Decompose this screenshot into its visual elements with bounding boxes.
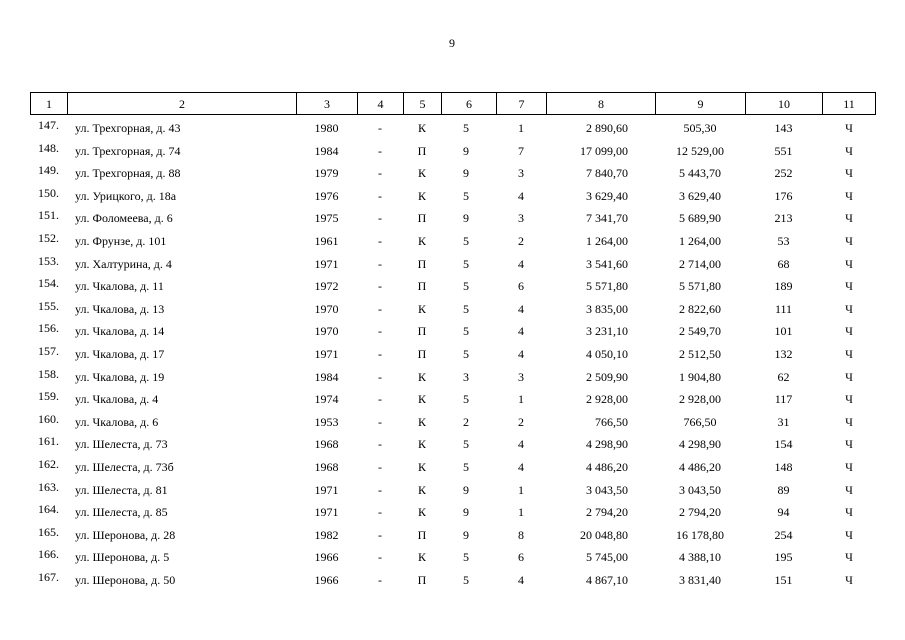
year-cell: 1953 bbox=[314, 414, 339, 429]
table-row bbox=[0, 253, 905, 276]
col-8-cell: 5 571,80 bbox=[586, 279, 628, 294]
year-cell: 1970 bbox=[314, 301, 339, 316]
col-9-cell: 3 629,40 bbox=[679, 188, 721, 203]
col-6-cell: 5 bbox=[463, 188, 469, 203]
col-9-cell: 2 549,70 bbox=[679, 324, 721, 339]
col-4-cell: - bbox=[378, 347, 382, 361]
col-10-cell: 53 bbox=[777, 234, 790, 248]
col-7-cell: 4 bbox=[518, 301, 524, 316]
col-4-cell: - bbox=[378, 166, 382, 181]
col-5-cell: К bbox=[417, 301, 426, 316]
header-cell-6: 6 bbox=[441, 92, 496, 115]
col-9-cell: 4 388,10 bbox=[679, 550, 721, 565]
year-cell: 1972 bbox=[314, 279, 339, 294]
col-6-cell: 5 bbox=[463, 301, 469, 316]
address-cell: ул. Шеронова, д. 5 bbox=[75, 550, 170, 565]
table-row bbox=[0, 388, 905, 411]
table-row bbox=[0, 546, 905, 569]
col-8-cell: 2 794,20 bbox=[586, 505, 628, 520]
year-cell: 1961 bbox=[314, 234, 339, 248]
col-10-cell: 195 bbox=[774, 550, 793, 565]
year-cell: 1971 bbox=[314, 505, 339, 520]
year-cell: 1966 bbox=[314, 573, 339, 587]
header-cell-11: 11 bbox=[822, 92, 876, 115]
row-number: 162. bbox=[38, 457, 59, 471]
col-8-cell: 2 928,00 bbox=[586, 392, 628, 407]
address-cell: ул. Шелеста, д. 85 bbox=[75, 505, 168, 520]
col-8-cell: 3 629,40 bbox=[586, 188, 628, 203]
col-4-cell: - bbox=[378, 392, 382, 407]
col-11-cell: Ч bbox=[845, 550, 853, 565]
col-7-cell: 1 bbox=[518, 121, 524, 135]
col-6-cell: 5 bbox=[463, 279, 469, 294]
header-cell-5: 5 bbox=[403, 92, 441, 115]
col-9-cell: 766,50 bbox=[683, 414, 717, 429]
address-cell: ул. Шеронова, д. 28 bbox=[75, 527, 176, 542]
row-number: 149. bbox=[38, 163, 59, 178]
col-4-cell: - bbox=[378, 369, 382, 384]
header-cell-10: 10 bbox=[745, 92, 822, 115]
col-5-cell: П bbox=[417, 324, 427, 339]
year-cell: 1971 bbox=[314, 482, 339, 497]
col-6-cell: 5 bbox=[463, 234, 469, 248]
col-5-cell: К bbox=[417, 369, 426, 384]
col-6-cell: 5 bbox=[463, 347, 469, 361]
col-8-cell: 4 486,20 bbox=[586, 460, 628, 474]
col-11-cell: Ч bbox=[845, 324, 853, 339]
address-cell: ул. Шелеста, д. 81 bbox=[75, 482, 168, 497]
col-5-cell: К bbox=[417, 505, 426, 520]
col-7-cell: 8 bbox=[518, 527, 524, 542]
col-10-cell: 117 bbox=[774, 392, 793, 407]
row-number: 166. bbox=[38, 547, 59, 562]
address-cell: ул. Фоломеева, д. 6 bbox=[75, 211, 173, 226]
col-11-cell: Ч bbox=[845, 392, 853, 407]
year-cell: 1974 bbox=[314, 392, 339, 407]
col-7-cell: 1 bbox=[518, 482, 524, 497]
col-8-cell: 766,50 bbox=[595, 414, 628, 429]
col-4-cell: - bbox=[378, 505, 382, 520]
col-4-cell: - bbox=[378, 121, 382, 135]
row-number: 153. bbox=[38, 253, 59, 268]
col-7-cell: 6 bbox=[518, 550, 524, 565]
col-6-cell: 5 bbox=[463, 437, 469, 452]
col-7-cell: 4 bbox=[518, 324, 524, 339]
row-number: 159. bbox=[38, 389, 59, 404]
col-4-cell: - bbox=[378, 437, 382, 452]
address-cell: ул. Трехгорная, д. 88 bbox=[75, 166, 181, 181]
col-9-cell: 2 928,00 bbox=[679, 392, 721, 407]
col-8-cell: 2 509,90 bbox=[586, 369, 628, 384]
col-7-cell: 4 bbox=[518, 188, 524, 203]
row-number: 167. bbox=[38, 570, 59, 584]
year-cell: 1982 bbox=[314, 527, 339, 542]
col-8-cell: 7 341,70 bbox=[586, 211, 628, 226]
header-cell-1: 1 bbox=[30, 92, 67, 115]
year-cell: 1984 bbox=[314, 143, 339, 158]
col-6-cell: 5 bbox=[463, 550, 469, 565]
col-8-cell: 5 745,00 bbox=[586, 550, 628, 565]
row-number: 151. bbox=[38, 208, 59, 223]
col-7-cell: 6 bbox=[518, 279, 524, 294]
col-4-cell: - bbox=[378, 234, 382, 248]
col-5-cell: К bbox=[417, 550, 426, 565]
col-8-cell: 1 264,00 bbox=[586, 234, 628, 248]
col-6-cell: 2 bbox=[463, 414, 469, 429]
col-6-cell: 5 bbox=[463, 121, 469, 135]
header-cell-8: 8 bbox=[546, 92, 655, 115]
col-9-cell: 5 571,80 bbox=[679, 279, 721, 294]
col-4-cell: - bbox=[378, 211, 382, 226]
row-number: 158. bbox=[38, 366, 59, 381]
address-cell: ул. Шеронова, д. 50 bbox=[75, 573, 176, 587]
col-5-cell: П bbox=[417, 573, 427, 587]
col-6-cell: 9 bbox=[463, 211, 469, 226]
address-cell: ул. Трехгорная, д. 43 bbox=[75, 121, 181, 135]
col-10-cell: 143 bbox=[774, 121, 793, 135]
address-cell: ул. Чкалова, д. 17 bbox=[75, 347, 165, 361]
col-11-cell: Ч bbox=[845, 437, 853, 452]
col-11-cell: Ч bbox=[845, 527, 853, 542]
table-row bbox=[0, 207, 905, 230]
page-number: 9 bbox=[449, 36, 455, 50]
col-4-cell: - bbox=[378, 414, 382, 429]
col-5-cell: К bbox=[417, 166, 426, 181]
address-cell: ул. Чкалова, д. 4 bbox=[75, 392, 159, 407]
col-8-cell: 3 541,60 bbox=[586, 256, 628, 271]
col-5-cell: П bbox=[417, 347, 427, 361]
col-10-cell: 132 bbox=[774, 347, 793, 361]
col-5-cell: П bbox=[417, 527, 427, 542]
col-10-cell: 89 bbox=[777, 482, 790, 497]
col-10-cell: 213 bbox=[774, 211, 793, 226]
header-cell-7: 7 bbox=[496, 92, 546, 115]
col-11-cell: Ч bbox=[845, 121, 853, 135]
col-8-cell: 3 835,00 bbox=[586, 301, 628, 316]
row-number: 154. bbox=[38, 276, 59, 291]
col-11-cell: Ч bbox=[845, 505, 853, 520]
col-8-cell: 7 840,70 bbox=[586, 166, 628, 181]
col-4-cell: - bbox=[378, 143, 382, 158]
col-4-cell: - bbox=[378, 256, 382, 271]
table-row bbox=[0, 411, 905, 434]
row-number: 161. bbox=[38, 434, 59, 449]
col-6-cell: 5 bbox=[463, 324, 469, 339]
col-4-cell: - bbox=[378, 188, 382, 203]
col-10-cell: 94 bbox=[777, 505, 790, 520]
col-5-cell: К bbox=[417, 460, 426, 474]
col-7-cell: 1 bbox=[518, 392, 524, 407]
col-9-cell: 5 443,70 bbox=[679, 166, 721, 181]
col-11-cell: Ч bbox=[845, 301, 853, 316]
col-9-cell: 2 714,00 bbox=[679, 256, 721, 271]
row-number: 165. bbox=[38, 524, 59, 539]
col-5-cell: К bbox=[417, 392, 426, 407]
address-cell: ул. Чкалова, д. 14 bbox=[75, 324, 165, 339]
col-7-cell: 3 bbox=[518, 211, 524, 226]
year-cell: 1980 bbox=[314, 121, 339, 135]
col-8-cell: 2 890,60 bbox=[586, 121, 628, 135]
col-5-cell: П bbox=[417, 256, 427, 271]
col-11-cell: Ч bbox=[845, 211, 853, 226]
col-11-cell: Ч bbox=[845, 369, 853, 384]
year-cell: 1971 bbox=[314, 256, 339, 271]
col-9-cell: 1 264,00 bbox=[679, 234, 721, 248]
col-6-cell: 9 bbox=[463, 527, 469, 542]
col-10-cell: 62 bbox=[777, 369, 790, 384]
year-cell: 1984 bbox=[314, 369, 339, 384]
col-6-cell: 5 bbox=[463, 460, 469, 474]
col-8-cell: 4 867,10 bbox=[586, 573, 628, 587]
col-9-cell: 4 486,20 bbox=[679, 460, 721, 474]
col-8-cell: 4 298,90 bbox=[586, 437, 628, 452]
address-cell: ул. Чкалова, д. 19 bbox=[75, 369, 165, 384]
col-4-cell: - bbox=[378, 301, 382, 316]
header-cell-3: 3 bbox=[296, 92, 357, 115]
col-10-cell: 148 bbox=[774, 460, 793, 474]
col-6-cell: 5 bbox=[463, 256, 469, 271]
col-7-cell: 4 bbox=[518, 347, 524, 361]
col-10-cell: 154 bbox=[774, 437, 793, 452]
col-4-cell: - bbox=[378, 482, 382, 497]
col-11-cell: Ч bbox=[845, 166, 853, 181]
table-row bbox=[0, 501, 905, 524]
col-9-cell: 1 904,80 bbox=[679, 369, 721, 384]
col-11-cell: Ч bbox=[845, 234, 853, 248]
year-cell: 1968 bbox=[314, 437, 339, 452]
col-10-cell: 551 bbox=[774, 143, 793, 158]
col-9-cell: 3 831,40 bbox=[679, 573, 721, 587]
col-10-cell: 252 bbox=[774, 166, 793, 181]
col-9-cell: 16 178,80 bbox=[676, 527, 724, 542]
col-11-cell: Ч bbox=[845, 482, 853, 497]
col-5-cell: К bbox=[417, 121, 426, 135]
col-6-cell: 3 bbox=[463, 369, 469, 384]
col-10-cell: 111 bbox=[774, 301, 793, 316]
col-9-cell: 2 512,50 bbox=[679, 347, 721, 361]
table-row bbox=[0, 320, 905, 343]
col-10-cell: 176 bbox=[774, 188, 793, 203]
header-cell-4: 4 bbox=[357, 92, 403, 115]
col-8-cell: 3 231,10 bbox=[586, 324, 628, 339]
col-7-cell: 2 bbox=[518, 414, 524, 429]
year-cell: 1968 bbox=[314, 460, 339, 474]
year-cell: 1976 bbox=[314, 188, 339, 203]
col-7-cell: 3 bbox=[518, 166, 524, 181]
col-11-cell: Ч bbox=[845, 256, 853, 271]
col-5-cell: П bbox=[417, 143, 427, 158]
year-cell: 1975 bbox=[314, 211, 339, 226]
col-6-cell: 9 bbox=[463, 143, 469, 158]
table-row bbox=[0, 456, 905, 479]
col-8-cell: 20 048,80 bbox=[580, 527, 628, 542]
table-row bbox=[0, 230, 905, 253]
table-row bbox=[0, 162, 905, 185]
col-7-cell: 7 bbox=[518, 143, 524, 158]
row-number: 160. bbox=[38, 411, 59, 426]
col-7-cell: 4 bbox=[518, 437, 524, 452]
col-5-cell: К bbox=[417, 482, 426, 497]
col-9-cell: 4 298,90 bbox=[679, 437, 721, 452]
col-9-cell: 12 529,00 bbox=[676, 143, 724, 158]
col-7-cell: 4 bbox=[518, 573, 524, 587]
col-9-cell: 5 689,90 bbox=[679, 211, 721, 226]
col-10-cell: 254 bbox=[774, 527, 793, 542]
table-row bbox=[0, 185, 905, 208]
col-4-cell: - bbox=[378, 460, 382, 474]
col-11-cell: Ч bbox=[845, 279, 853, 294]
year-cell: 1970 bbox=[314, 324, 339, 339]
table-row bbox=[0, 140, 905, 163]
address-cell: ул. Халтурина, д. 4 bbox=[75, 256, 172, 271]
col-4-cell: - bbox=[378, 324, 382, 339]
address-cell: ул. Чкалова, д. 13 bbox=[75, 301, 165, 316]
col-9-cell: 3 043,50 bbox=[679, 482, 721, 497]
address-cell: ул. Фрунзе, д. 101 bbox=[75, 234, 167, 248]
col-9-cell: 505,30 bbox=[683, 121, 717, 135]
col-4-cell: - bbox=[378, 550, 382, 565]
col-4-cell: - bbox=[378, 573, 382, 587]
row-number: 150. bbox=[38, 185, 59, 200]
row-number: 164. bbox=[38, 502, 59, 517]
header-cell-2: 2 bbox=[67, 92, 296, 115]
col-11-cell: Ч bbox=[845, 414, 853, 429]
col-7-cell: 3 bbox=[518, 369, 524, 384]
col-5-cell: К bbox=[417, 437, 426, 452]
address-cell: ул. Шелеста, д. 73б bbox=[75, 460, 174, 474]
col-7-cell: 4 bbox=[518, 460, 524, 474]
col-11-cell: Ч bbox=[845, 347, 853, 361]
row-number: 148. bbox=[38, 140, 59, 155]
table-row bbox=[0, 298, 905, 321]
col-5-cell: П bbox=[417, 211, 427, 226]
col-11-cell: Ч bbox=[845, 460, 853, 474]
row-number: 156. bbox=[38, 321, 59, 336]
table-row bbox=[0, 117, 905, 140]
col-9-cell: 2 794,20 bbox=[679, 505, 721, 520]
year-cell: 1966 bbox=[314, 550, 339, 565]
row-number: 147. bbox=[38, 118, 59, 132]
row-number: 157. bbox=[38, 344, 59, 358]
address-cell: ул. Чкалова, д. 6 bbox=[75, 414, 159, 429]
col-7-cell: 4 bbox=[518, 256, 524, 271]
address-cell: ул. Чкалова, д. 11 bbox=[75, 279, 164, 294]
header-cell-9: 9 bbox=[655, 92, 745, 115]
col-6-cell: 5 bbox=[463, 392, 469, 407]
col-5-cell: К bbox=[417, 414, 426, 429]
year-cell: 1971 bbox=[314, 347, 339, 361]
table-row bbox=[0, 524, 905, 547]
table-row bbox=[0, 275, 905, 298]
col-10-cell: 151 bbox=[774, 573, 793, 587]
col-4-cell: - bbox=[378, 279, 382, 294]
col-5-cell: К bbox=[417, 188, 426, 203]
col-11-cell: Ч bbox=[845, 573, 853, 587]
address-cell: ул. Шелеста, д. 73 bbox=[75, 437, 168, 452]
col-11-cell: Ч bbox=[845, 143, 853, 158]
address-cell: ул. Урицкого, д. 18а bbox=[75, 188, 177, 203]
address-cell: ул. Трехгорная, д. 74 bbox=[75, 143, 181, 158]
col-8-cell: 3 043,50 bbox=[586, 482, 628, 497]
col-10-cell: 189 bbox=[774, 279, 793, 294]
col-8-cell: 17 099,00 bbox=[580, 143, 628, 158]
col-4-cell: - bbox=[378, 527, 382, 542]
col-8-cell: 4 050,10 bbox=[586, 347, 628, 361]
col-9-cell: 2 822,60 bbox=[679, 301, 721, 316]
row-number: 163. bbox=[38, 479, 59, 494]
row-number: 152. bbox=[38, 231, 59, 245]
col-7-cell: 1 bbox=[518, 505, 524, 520]
col-5-cell: П bbox=[417, 279, 427, 294]
table-row bbox=[0, 479, 905, 502]
col-6-cell: 9 bbox=[463, 166, 469, 181]
year-cell: 1979 bbox=[314, 166, 339, 181]
col-6-cell: 5 bbox=[463, 573, 469, 587]
col-5-cell: К bbox=[417, 234, 426, 248]
col-11-cell: Ч bbox=[845, 188, 853, 203]
col-6-cell: 9 bbox=[463, 482, 469, 497]
col-10-cell: 31 bbox=[777, 414, 790, 429]
table-row bbox=[0, 343, 905, 366]
col-7-cell: 2 bbox=[518, 234, 524, 248]
table-row bbox=[0, 433, 905, 456]
table-row bbox=[0, 569, 905, 592]
table-row bbox=[0, 366, 905, 389]
col-10-cell: 68 bbox=[777, 256, 790, 271]
row-number: 155. bbox=[38, 298, 59, 313]
col-6-cell: 9 bbox=[463, 505, 469, 520]
col-10-cell: 101 bbox=[774, 324, 793, 339]
